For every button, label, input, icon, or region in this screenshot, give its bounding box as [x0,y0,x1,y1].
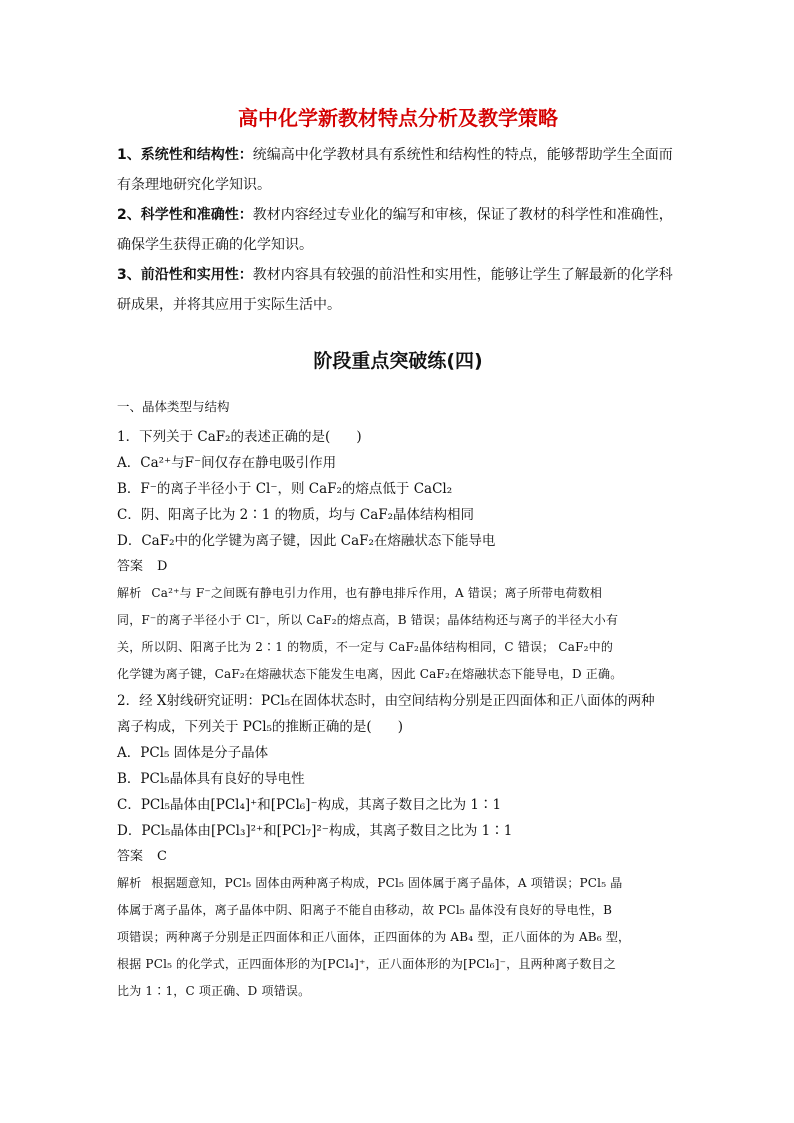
answer-value: C [157,849,167,864]
answer-value: D [157,559,168,574]
explanation-line: 比为 1∶1，C 项正确、D 项错误。 [117,984,311,998]
explanation-line: 化学键为离子键，CaF₂在熔融状态下能发生电离，因此 CaF₂在熔融状态下能导电，D 正确。 [117,667,623,681]
answer-line: 答案 D [117,559,168,574]
option-a: A．Ca²⁺与F⁻间仅存在静电吸引作用 [117,455,337,471]
intro-item-cont: 有条理地研究化学知识。 [117,177,271,193]
intro-item: 1、系统性和结构性：统编高中化学教材具有系统性和结构性的特点，能够帮助学生全面而 [117,147,673,163]
option-c: C．阴、阳离子比为 2∶1 的物质，均与 CaF₂晶体结构相同 [117,507,475,523]
explanation-line: 解析 Ca²⁺与 F⁻之间既有静电引力作用，也有静电排斥作用，A 错误；离子所带电荷数相 [117,586,603,600]
exercise-title: 阶段重点突破练(四) [313,350,483,372]
question-2 [117,688,679,1005]
option-d: D．PCl₅晶体由[PCl₃]²⁺和[PCl₇]²⁻构成，其离子数目之比为 1∶1 [117,823,513,839]
option-d: D．CaF₂中的化学键为离子键，因此 CaF₂在熔融状态下能导电 [117,533,496,549]
option-b: B．PCl₅晶体具有良好的导电性 [117,771,305,787]
explanation-line: 同，F⁻的离子半径小于 Cl⁻，所以 CaF₂的熔点高，B 错误；晶体结构还与离子的半径大小有 [117,613,619,627]
explanation-line: 体属于离子晶体，离子晶体中阴、阳离子不能自由移动，故 PCl₅ 晶体没有良好的导电性，B [117,903,613,917]
explanation-line: 解析 根据题意知，PCl₅ 固体由两种离子构成，PCl₅ 固体属于离子晶体，A 项错误；PCl₅ 晶 [117,876,623,890]
document-page [117,100,679,1005]
article-title: 高中化学新教材特点分析及教学策略 [238,106,558,130]
intro-item-cont: 确保学生获得正确的化学知识。 [117,237,313,253]
option-a: A．PCl₅ 固体是分子晶体 [117,745,269,761]
question-stem: 1．下列关于 CaF₂的表述正确的是( ) [117,429,362,445]
section-heading: 一、晶体类型与结构 [117,399,230,414]
intro-item-cont: 研成果，并将其应用于实际生活中。 [117,297,341,313]
explanation-line: 关，所以阴、阳离子比为 2∶1 的物质，不一定与 CaF₂晶体结构相同，C 错误； CaF₂中的 [117,640,614,654]
explanation-line: 项错误；两种离子分别是正四面体和正八面体，正四面体的为 AB₄ 型，正八面体的为 AB₆ 型， [117,930,631,944]
intro-item: 3、前沿性和实用性：教材内容具有较强的前沿性和实用性，能够让学生了解最新的化学科 [117,267,673,283]
intro-list [117,140,679,320]
question-stem-cont: 离子构成，下列关于 PCl₅的推断正确的是( ) [117,719,403,735]
option-b: B．F⁻的离子半径小于 Cl⁻，则 CaF₂的熔点低于 CaCl₂ [117,481,453,497]
question-stem: 2．经 X射线研究证明：PCl₅在固体状态时，由空间结构分别是正四面体和正八面体的两种 [117,693,655,709]
option-c: C．PCl₅晶体由[PCl₄]⁺和[PCl₆]⁻构成，其离子数目之比为 1∶1 [117,797,502,813]
question-1 [117,424,679,688]
answer-line: 答案 C [117,849,167,864]
explanation-line: 根据 PCl₅ 的化学式，正四面体形的为[PCl₄]⁺，正八面体形的为[PCl₆]⁻，且两种离子数目之 [117,957,616,971]
intro-item: 2、科学性和准确性：教材内容经过专业化的编写和审核，保证了教材的科学性和准确性， [117,207,673,223]
